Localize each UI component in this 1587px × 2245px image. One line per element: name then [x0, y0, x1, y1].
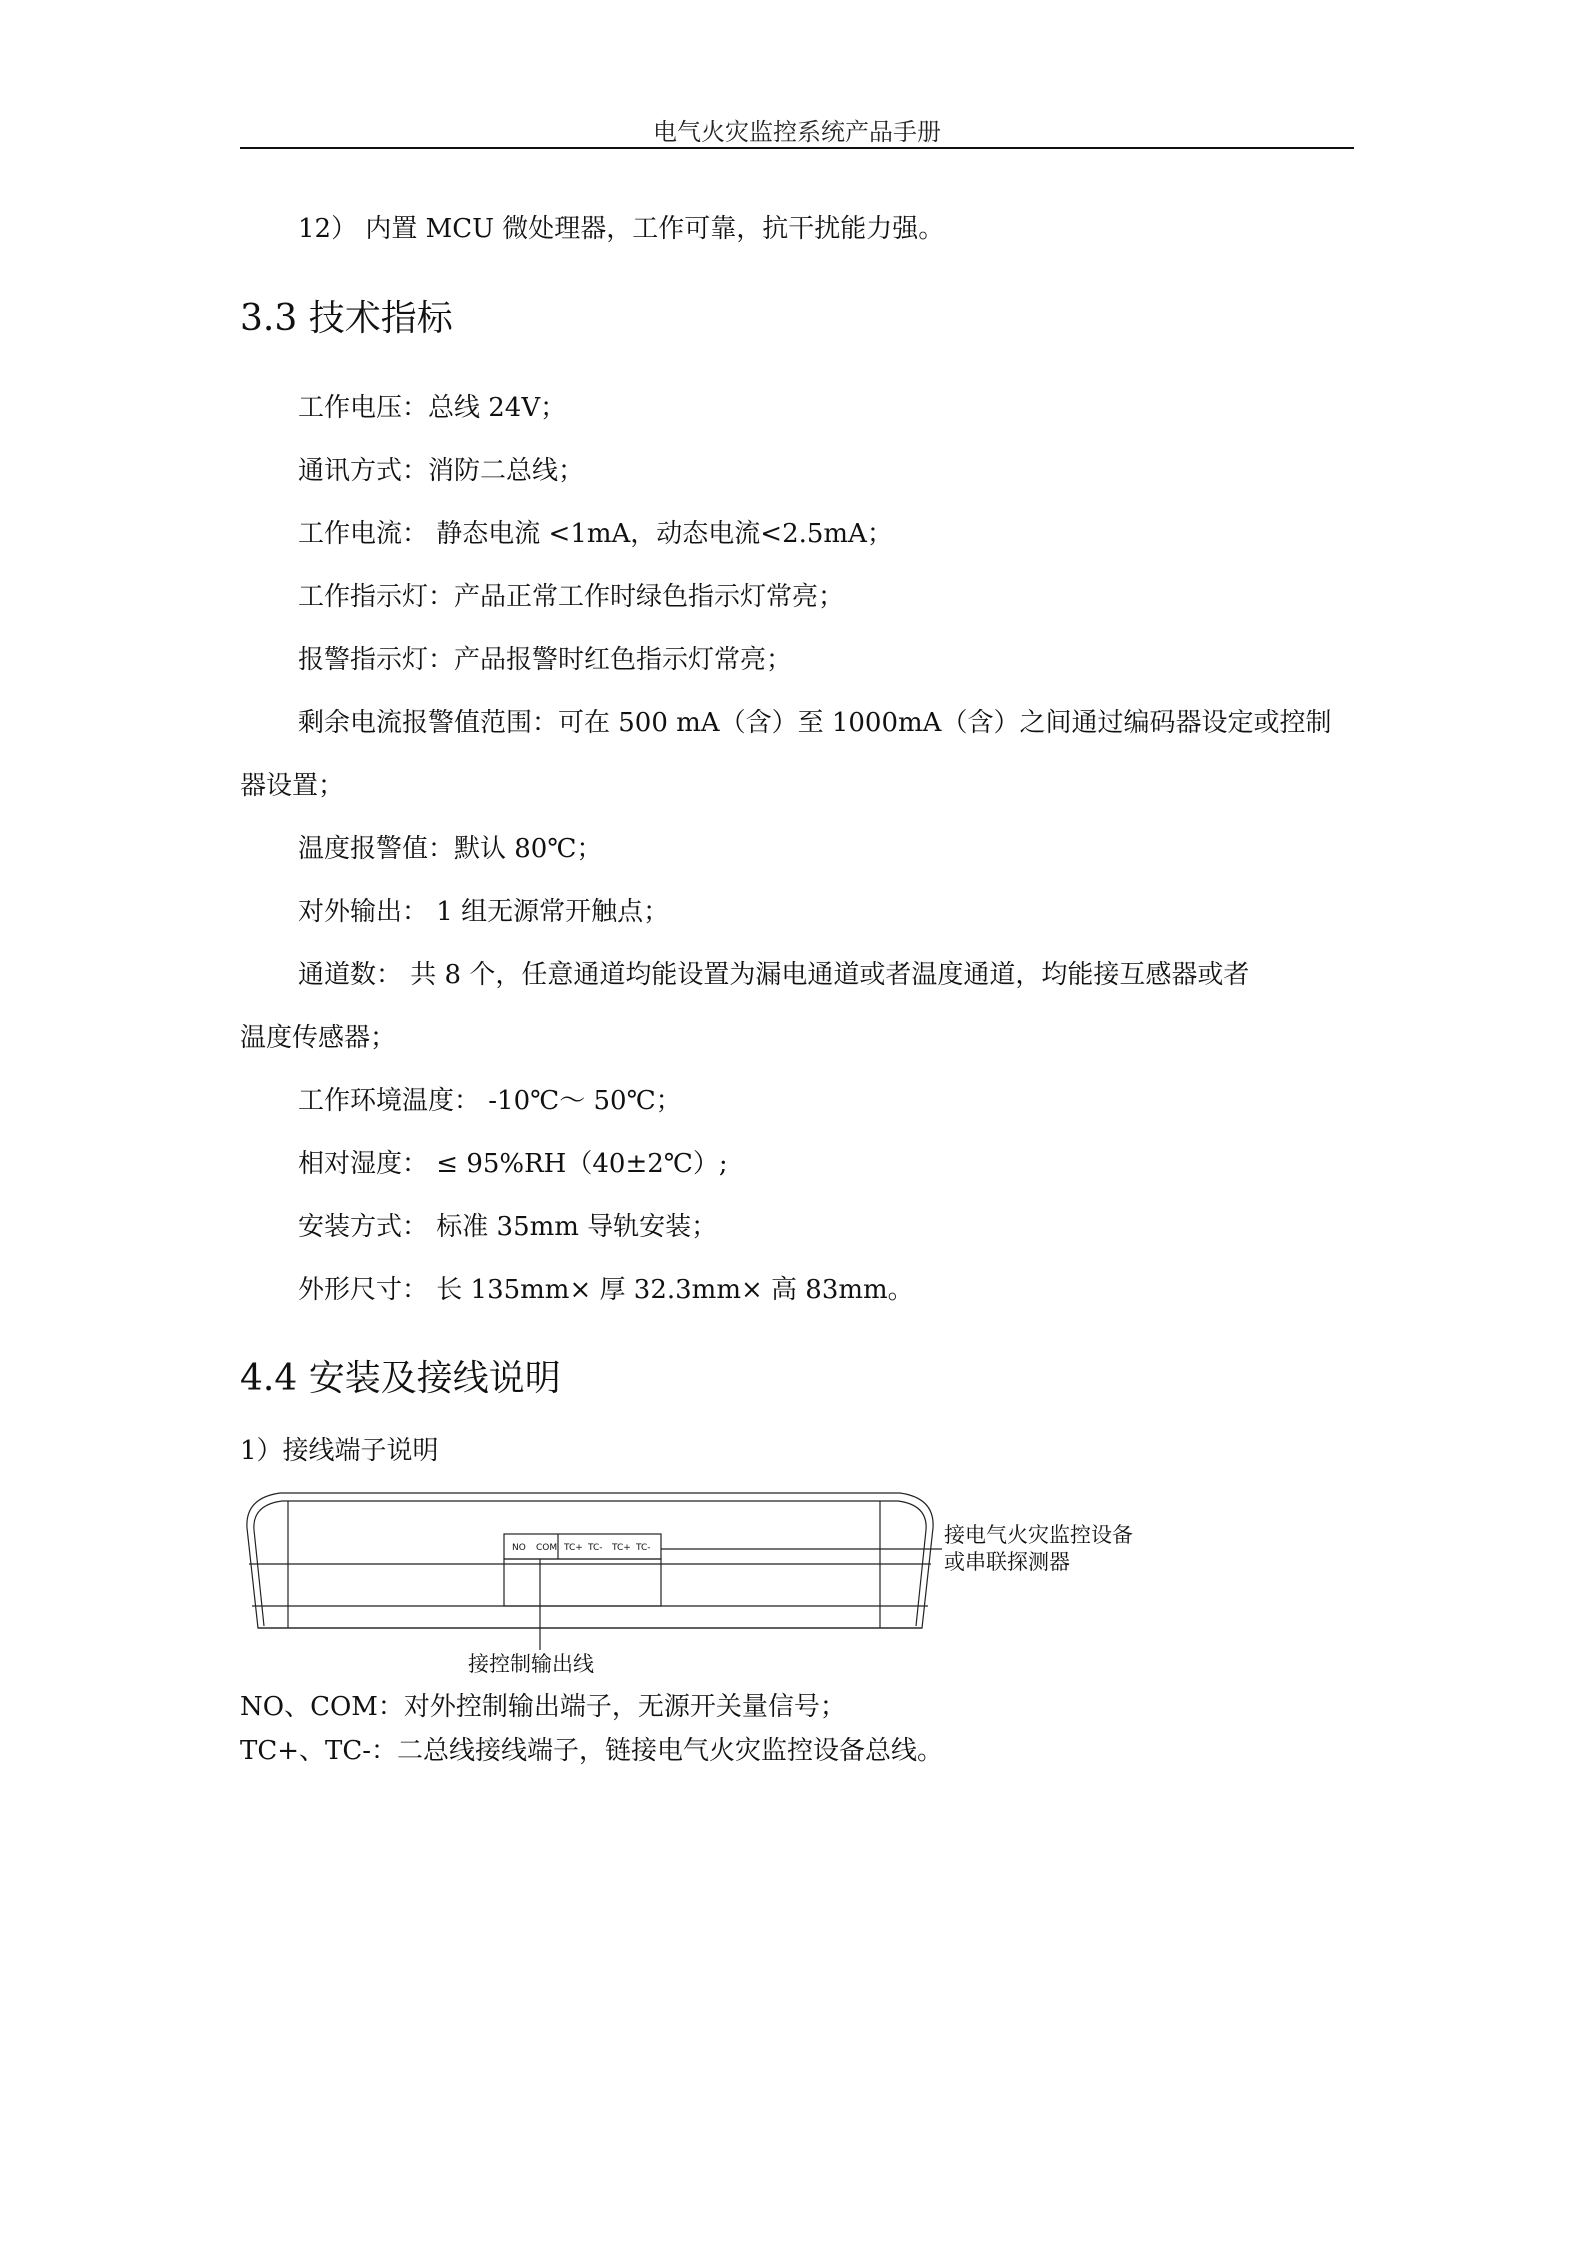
terminal-label: TC+ — [612, 1543, 631, 1553]
terminal-wiring-diagram — [240, 1478, 1180, 1690]
terminal-note: NO、COM：对外控制输出端子，无源开关量信号； — [240, 1692, 846, 1722]
spec-line: 工作指示灯：产品正常工作时绿色指示灯常亮； — [298, 582, 845, 612]
spec-line: 工作环境温度： -10℃～ 50℃； — [298, 1086, 682, 1116]
callout-bus-line1: 接电气火灾监控设备 — [944, 1523, 1133, 1547]
callout-control-output: 接控制输出线 — [468, 1652, 594, 1676]
terminal-label: COM — [536, 1543, 558, 1553]
spec-line-continuation: 温度传感器； — [240, 1023, 397, 1053]
feature-item-12: 12） 内置 MCU 微处理器，工作可靠，抗干扰能力强。 — [298, 214, 945, 244]
section-number: 3.3 — [240, 298, 298, 339]
spec-line: 温度报警值：默认 80℃； — [298, 834, 603, 864]
spec-line: 通道数： 共 8 个，任意通道均能设置为漏电通道或者温度通道，均能接互感器或者 — [298, 960, 1250, 990]
page-header: 电气火灾监控系统产品手册 — [653, 118, 941, 146]
callout-bus-line2: 或串联探测器 — [944, 1550, 1070, 1574]
spec-line: 外形尺寸： 长 135mm× 厚 32.3mm× 高 83mm。 — [298, 1275, 914, 1305]
spec-line: 工作电流： 静态电流 <1mA，动态电流<2.5mA； — [298, 519, 893, 549]
section-heading-3-3 — [240, 290, 453, 341]
section-number: 4.4 — [240, 1358, 298, 1399]
spec-line: 剩余电流报警值范围：可在 500 mA（含）至 1000mA（含）之间通过编码器设定或控制 — [298, 708, 1332, 738]
spec-line: 对外输出： 1 组无源常开触点； — [298, 897, 670, 927]
terminal-label: TC- — [588, 1543, 603, 1553]
section-title: 技术指标 — [308, 298, 453, 339]
spec-line: 工作电压：总线 24V； — [298, 393, 567, 423]
device-outline-drawing — [240, 1478, 1180, 1690]
terminal-label: NO — [512, 1543, 526, 1553]
subheading-terminal-description: 1）接线端子说明 — [240, 1436, 439, 1466]
spec-line: 安装方式： 标准 35mm 导轨安装； — [298, 1212, 718, 1242]
section-title: 安装及接线说明 — [308, 1358, 561, 1399]
terminal-label: TC- — [636, 1543, 651, 1553]
spec-line: 通讯方式：消防二总线； — [298, 456, 585, 486]
terminal-note: TC+、TC-：二总线接线端子，链接电气火灾监控设备总线。 — [240, 1736, 944, 1766]
spec-line: 报警指示灯：产品报警时红色指示灯常亮； — [298, 645, 793, 675]
spec-line-continuation: 器设置； — [240, 771, 345, 801]
spec-line: 相对湿度： ≤ 95%RH（40±2℃）; — [298, 1149, 728, 1179]
header-rule — [240, 147, 1354, 149]
terminal-label: TC+ — [564, 1543, 583, 1553]
section-heading-4-4 — [240, 1350, 561, 1401]
